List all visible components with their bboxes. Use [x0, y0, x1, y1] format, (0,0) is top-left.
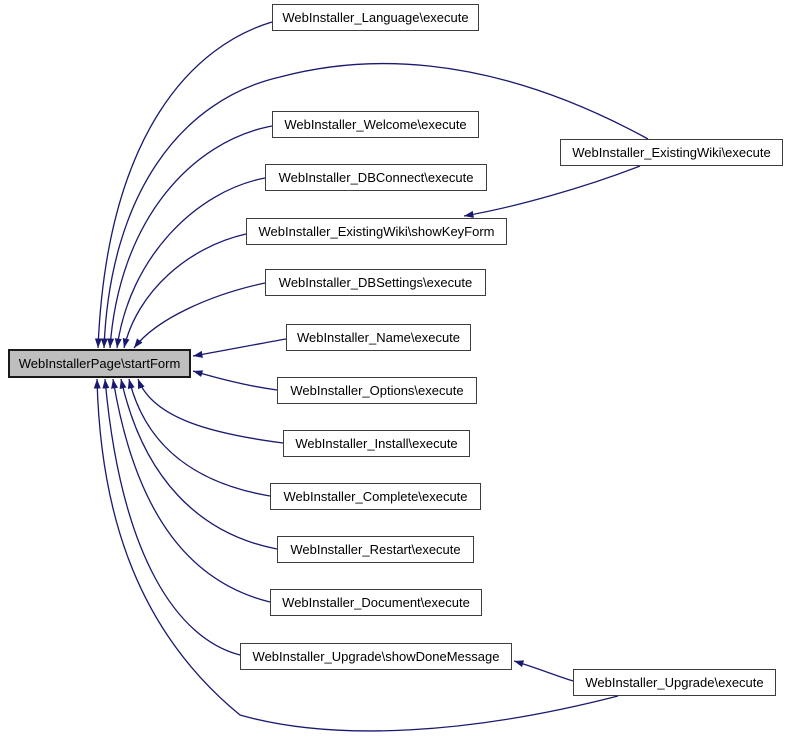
edge-install-to-startform	[138, 379, 283, 443]
edge-name-to-startform	[193, 339, 286, 356]
graph-node-welcome-execute[interactable]: WebInstaller_Welcome\execute	[272, 111, 479, 138]
graph-node-upgrade-showdonemessage[interactable]: WebInstaller_Upgrade\showDoneMessage	[240, 643, 512, 670]
graph-node-existingwiki-showkeyform[interactable]: WebInstaller_ExistingWiki\showKeyForm	[246, 218, 507, 245]
edge-dbsettings-to-startform	[134, 283, 265, 348]
graph-node-install-execute[interactable]: WebInstaller_Install\execute	[283, 430, 470, 457]
edge-existingwiki-execute-to-showkeyform	[464, 166, 640, 216]
edge-language-to-startform	[98, 22, 272, 348]
graph-node-existingwiki-execute[interactable]: WebInstaller_ExistingWiki\execute	[560, 139, 783, 166]
graph-node-name-execute[interactable]: WebInstaller_Name\execute	[286, 324, 471, 351]
graph-node-restart-execute[interactable]: WebInstaller_Restart\execute	[277, 536, 474, 563]
graph-node-complete-execute[interactable]: WebInstaller_Complete\execute	[270, 483, 481, 510]
graph-node-dbconnect-execute[interactable]: WebInstaller_DBConnect\execute	[265, 164, 487, 191]
graph-node-language-execute[interactable]: WebInstaller_Language\execute	[272, 4, 479, 31]
graph-node-dbsettings-execute[interactable]: WebInstaller_DBSettings\execute	[265, 269, 486, 296]
edge-options-to-startform	[193, 371, 277, 390]
graph-node-startform[interactable]: WebInstallerPage\startForm	[8, 349, 191, 378]
edge-upgrade-execute-to-showdonemessage	[514, 661, 573, 681]
graph-node-document-execute[interactable]: WebInstaller_Document\execute	[270, 589, 482, 616]
edge-showkeyform-to-startform	[124, 234, 246, 348]
edge-existingwiki-execute-to-startform	[104, 64, 648, 348]
edge-restart-to-startform	[121, 379, 277, 549]
graph-node-options-execute[interactable]: WebInstaller_Options\execute	[277, 377, 477, 404]
edge-showdonemessage-to-startform	[105, 379, 240, 655]
edge-dbconnect-to-startform	[117, 178, 265, 348]
graph-node-upgrade-execute[interactable]: WebInstaller_Upgrade\execute	[573, 669, 776, 696]
